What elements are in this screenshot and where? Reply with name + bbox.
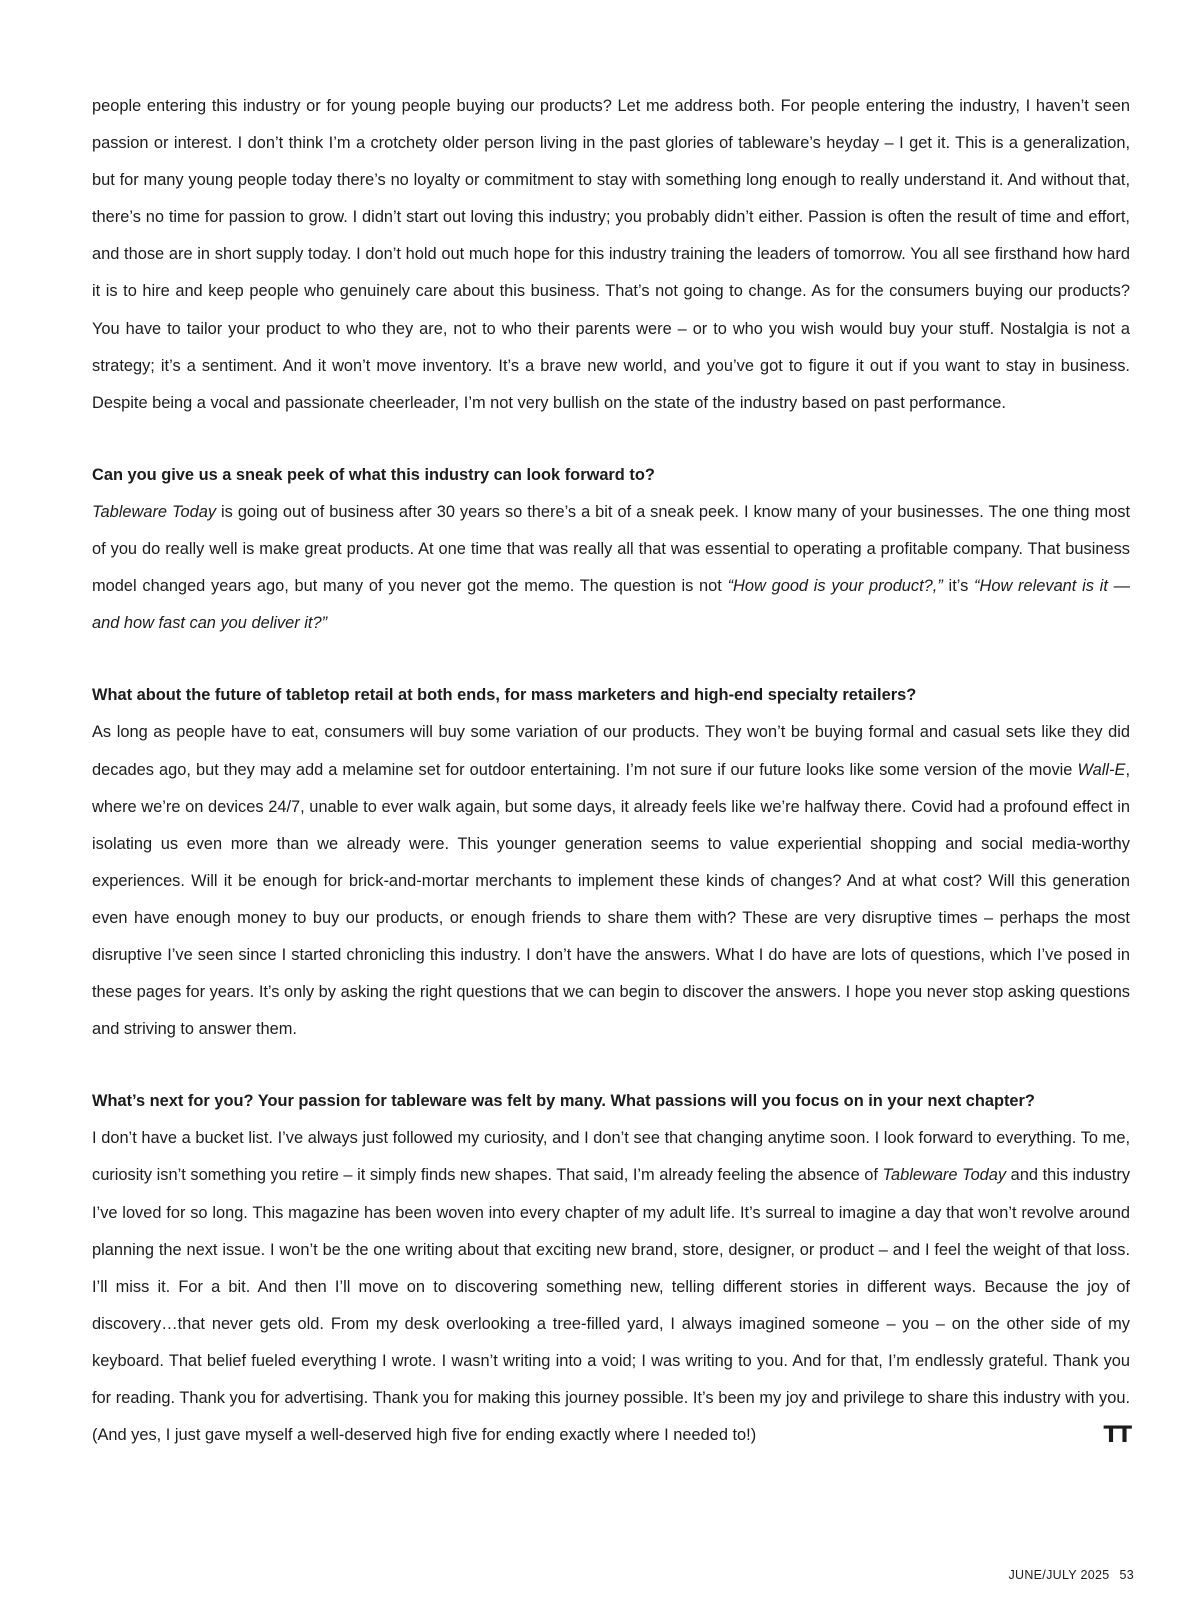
- end-mark-logo: TT: [1103, 1423, 1130, 1449]
- answer-4-text-2: and this industry I’ve loved for so long. This magazine has been woven into every chapter of my adult life. It’s surreal to imagine a day that won’t revolve around planning the next issue. I won’t be the one writing about that exciting new brand, store, designer, or product – and I feel the weight of that loss. I’ll miss it. For a bit. And then I’ll move on to discovering something new, telling different stories in different ways. Because the joy of discovery…that never gets old. From my desk overlooking a tree-filled yard, I always imagined someone – you – on the other side of my keyboard. That belief fueled everything I wrote. I wasn’t writing into a void; I was writing to you. And for that, I’m endlessly grateful. Thank you for reading. Thank you for advertising. Thank you for making this journey possible. It’s been my joy and privilege to share this industry with you. (And yes, I just gave myself a well-deserved high five for ending exactly where I needed to!): [92, 1166, 1131, 1445]
- question-3: What about the future of tabletop retail at both ends, for mass marketers and high-end specialty retailers?: [92, 686, 917, 705]
- section-gap: [92, 1048, 1130, 1083]
- answer-paragraph-3: [92, 714, 1130, 1048]
- answer-paragraph-1: people entering this industry or for young people buying our products? Let me address both. For people entering the industry, I haven’t seen passion or interest. I don’t think I’m a crotchety older person living in the past glories of tableware’s heyday – I get it. This is a generalization, but for many young people today there’s no loyalty or commitment to stay with something long enough to really understand it. And without that, there’s no time for passion to grow. I didn’t start out loving this industry; you probably didn’t either. Passion is often the result of time and effort, and those are in short supply today. I don’t hold out much hope for this industry training the leaders of tomorrow. You all see firsthand how hard it is to hire and keep people who genuinely care about this business. That’s not going to change. As for the consumers buying our products? You have to tailor your product to who they are, not to who their parents were – or to who you wish would buy your stuff. Nostalgia is not a strategy; it’s a sentiment. And it won’t move inventory. It’s a brave new world, and you’ve got to figure it out if you want to stay in business. Despite being a vocal and passionate cheerleader, I’m not very bullish on the state of the industry based on past performance.: [92, 97, 1130, 412]
- page-footer: [1008, 1568, 1134, 1582]
- section-gap: [92, 422, 1130, 457]
- article-body: [92, 88, 1130, 1454]
- answer-2-quote-2: “How relevant is it — and how fast can you deliver it?”: [92, 577, 1131, 633]
- answer-2-text-1: is going out of business after 30 years so there’s a bit of a sneak peek. I know many of your businesses. The one thing most of you do really well is make great products. At one time that was really all that was essential to operating a profitable company. That business model changed years ago, but many of you never got the memo. The question is not: [92, 502, 1131, 596]
- page-number: 53: [1119, 1568, 1134, 1582]
- answer-3-text-2: , where we’re on devices 24/7, unable to ever walk again, but some days, it already feels like we’re halfway there. Covid had a profound effect in isolating us even more than we already were. This younger generation seems to value experiential shopping and social media-worthy experiences. Will it be enough for brick-and-mortar merchants to implement these kinds of changes? And at what cost? Will this generation even have enough money to buy our products, or enough friends to share them with? These are very disruptive times – perhaps the most disruptive I’ve seen since I started chronicling this industry. I don’t have the answers. What I do have are lots of questions, which I’ve posed in these pages for years. It’s only by asking the right questions that we can begin to discover the answers. I hope you never stop asking questions and striving to answer them.: [92, 760, 1130, 1039]
- movie-title: Wall-E: [1077, 760, 1126, 779]
- issue-date: JUNE/JULY 2025: [1008, 1568, 1110, 1582]
- publication-title: Tableware Today: [882, 1166, 1007, 1185]
- answer-paragraph-4: [92, 1120, 1130, 1454]
- question-4: What’s next for you? Your passion for tableware was felt by many. What passions will you focus on in your next chapter?: [92, 1092, 1035, 1111]
- section-gap: [92, 642, 1130, 677]
- answer-paragraph-2: [92, 494, 1130, 642]
- answer-2-quote-1: “How good is your product?,”: [727, 577, 943, 596]
- answer-2-text-2: it’s: [942, 577, 975, 596]
- publication-title: Tableware Today: [92, 502, 217, 521]
- answer-3-text-1: As long as people have to eat, consumers will buy some variation of our products. They won’t be buying formal and casual sets like they did decades ago, but they may add a melamine set for outdoor entertaining. I’m not sure if our future looks like some version of the movie: [92, 723, 1130, 779]
- question-2: Can you give us a sneak peek of what this industry can look forward to?: [92, 465, 655, 484]
- answer-4-text-1: I don’t have a bucket list. I’ve always just followed my curiosity, and I don’t see that changing anytime soon. I look forward to everything. To me, curiosity isn’t something you retire – it simply finds new shapes. That said, I’m already feeling the absence of: [92, 1129, 1130, 1185]
